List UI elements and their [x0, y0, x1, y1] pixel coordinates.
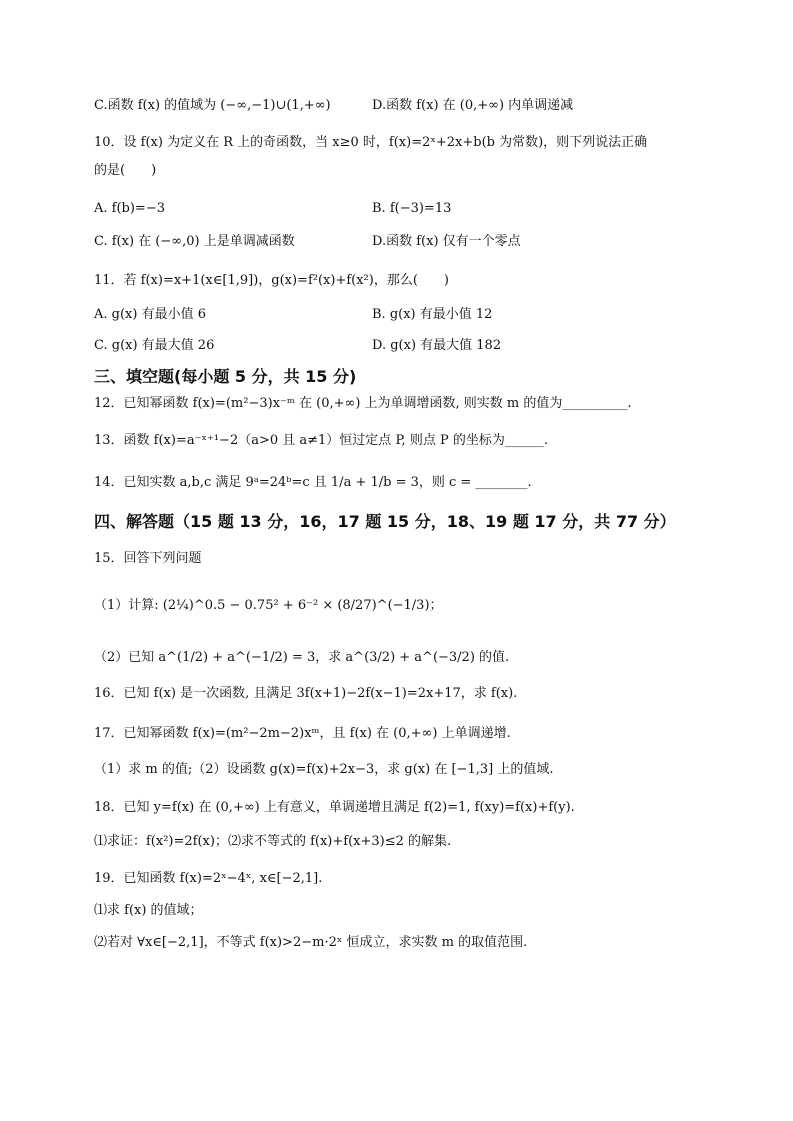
q14: 14．已知实数 a,b,c 满足 9ᵃ=24ᵇ=c 且 1/a + 1/b = 3，则 c = ________. [94, 475, 532, 490]
q17-parts: （1）求 m 的值;（2）设函数 g(x)=f(x)+2x−3，求 g(x) 在 [−1,3] 上的值域. [94, 762, 554, 777]
q16: 16．已知 f(x) 是一次函数, 且满足 3f(x+1)−2f(x−1)=2x+17，求 f(x). [94, 686, 518, 701]
q11-option-a: A. g(x) 有最小值 6 [94, 307, 206, 322]
q10-option-b: B. f(−3)=13 [372, 201, 452, 216]
q19-part1: ⑴求 f(x) 的值域； [94, 903, 203, 918]
q12: 12．已知幂函数 f(x)=(m²−3)x⁻ᵐ 在 (0,+∞) 上为单调增函数, 则实数 m 的值为__________. [94, 396, 632, 411]
q9-option-d: D.函数 f(x) 在 (0,+∞) 内单调递减 [372, 98, 574, 113]
q9-option-c: C.函数 f(x) 的值域为 (−∞,−1)∪(1,+∞) [94, 98, 331, 113]
q19-part2: ⑵若对 ∀x∈[−2,1]，不等式 f(x)>2−m·2ˣ 恒成立，求实数 m 的取值范围. [94, 935, 528, 950]
q18-parts: ⑴求证：f(x²)=2f(x)；⑵求不等式的 f(x)+f(x+3)≤2 的解集. [94, 834, 452, 849]
q11-option-d: D. g(x) 有最大值 182 [372, 338, 502, 353]
q10-option-a: A. f(b)=−3 [94, 201, 165, 216]
q18-stem: 18．已知 y=f(x) 在 (0,+∞) 上有意义，单调递增且满足 f(2)=1, f(xy)=f(x)+f(y). [94, 800, 575, 815]
q10-stem-line2: 的是( ) [94, 163, 157, 178]
q11-stem: 11．若 f(x)=x+1(x∈[1,9])，g(x)=f²(x)+f(x²)，那么( ) [94, 273, 449, 288]
q11-option-b: B. g(x) 有最小值 12 [372, 307, 493, 322]
q15-part2: （2）已知 a^(1/2) + a^(−1/2) = 3，求 a^(3/2) + a^(−3/2) 的值. [94, 650, 510, 665]
q10-stem-line1: 10．设 f(x) 为定义在 R 上的奇函数，当 x≥0 时，f(x)=2ˣ+2x+b(b 为常数)，则下列说法正确 [94, 135, 648, 150]
q15-stem: 15．回答下列问题 [94, 551, 202, 566]
section-4-heading: 四、解答题（15 题 13 分，16，17 题 15 分，18、19 题 17 分，共 77 分） [94, 512, 676, 531]
q11-option-c: C. g(x) 有最大值 26 [94, 338, 215, 353]
q19-stem: 19．已知函数 f(x)=2ˣ−4ˣ, x∈[−2,1]. [94, 871, 323, 886]
q15-part1: （1）计算: (2¼)^0.5 − 0.75² + 6⁻² × (8/27)^(−1/3)； [94, 598, 443, 613]
q10-option-d: D.函数 f(x) 仅有一个零点 [372, 234, 521, 249]
q10-option-c: C. f(x) 在 (−∞,0) 上是单调减函数 [94, 234, 295, 249]
section-3-heading: 三、填空题(每小题 5 分，共 15 分) [94, 367, 357, 386]
q17-stem: 17．已知幂函数 f(x)=(m²−2m−2)xᵐ，且 f(x) 在 (0,+∞) 上单调递增. [94, 726, 511, 741]
q13: 13．函数 f(x)=a⁻ˣ⁺¹−2（a>0 且 a≠1）恒过定点 P, 则点 P 的坐标为______. [94, 433, 548, 448]
